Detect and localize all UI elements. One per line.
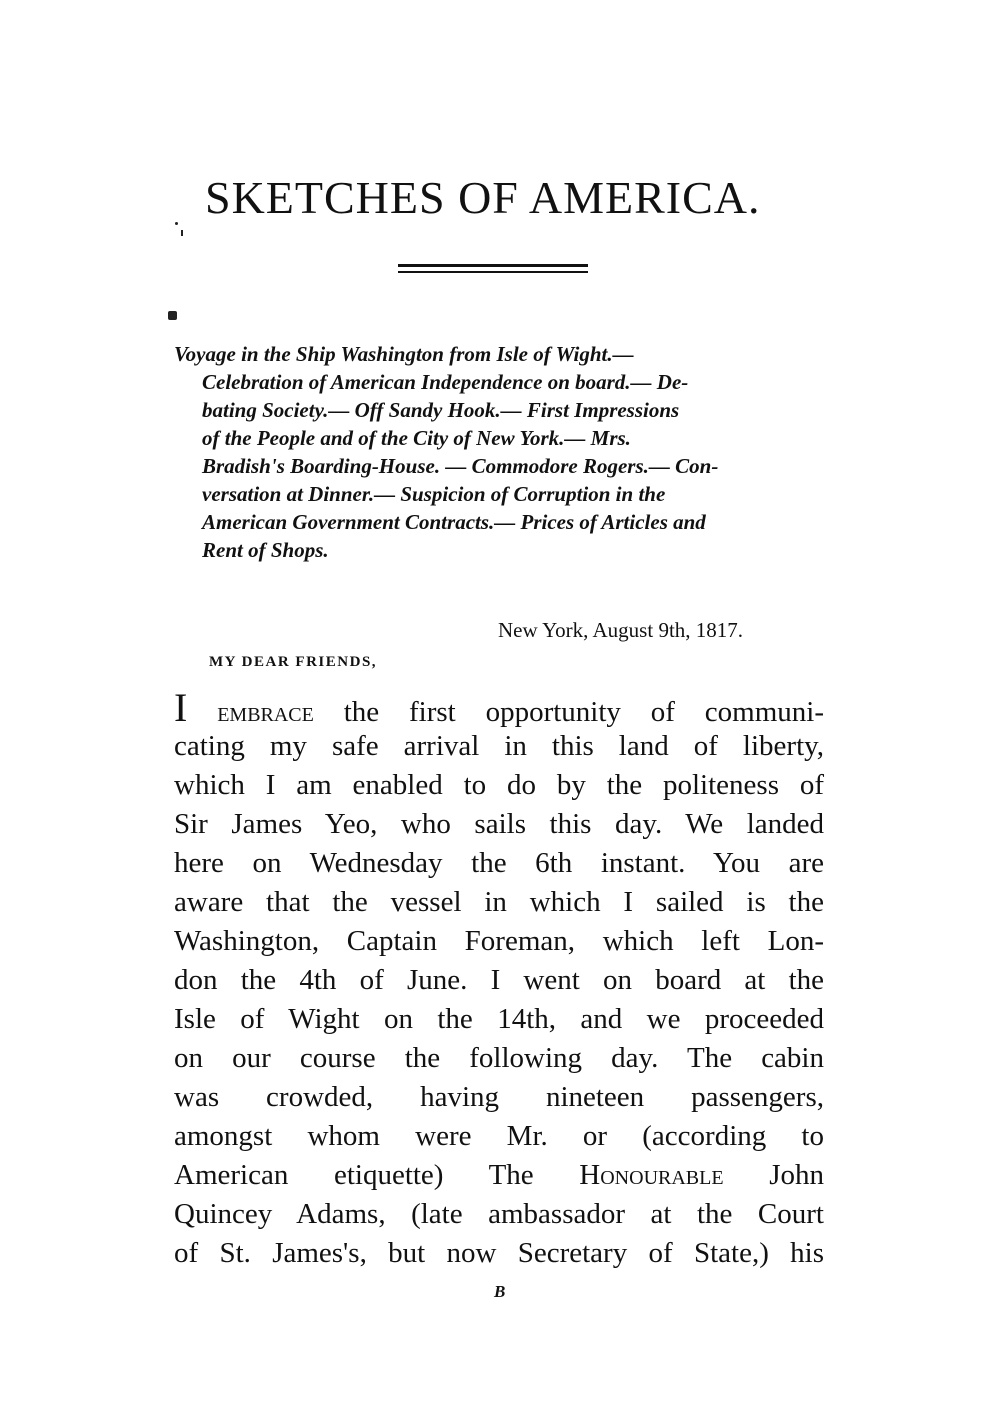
summary-line: Voyage in the Ship Washington from Isle of Wight.— (174, 342, 634, 366)
body-line: Sir James Yeo, who sails this day. We landed (174, 808, 824, 840)
body-line: amongst whom were Mr. or (according to (174, 1120, 824, 1152)
title-rule-thin (398, 271, 588, 273)
chapter-summary (174, 340, 814, 564)
summary-line: bating Society.— Off Sandy Hook.— First Impressions (202, 398, 680, 422)
summary-line: Bradish's Boarding-House. — Commodore Rogers.— Con- (202, 454, 719, 478)
body-line: cating my safe arrival in this land of liberty, (174, 730, 824, 762)
summary-line: Rent of Shops. (202, 538, 329, 562)
summary-line: versation at Dinner.— Suspicion of Corruption in the (202, 482, 666, 506)
body-line: don the 4th of June. I went on board at the (174, 964, 824, 996)
body-line: on our course the following day. The cabin (174, 1042, 824, 1074)
ink-speck (181, 230, 183, 236)
body-line (174, 685, 824, 730)
summary-line: of the People and of the City of New York.— Mrs. (202, 426, 631, 450)
letter-body (174, 685, 825, 1273)
summary-line: Celebration of American Independence on board.— De- (202, 370, 689, 394)
body-text-fragment: John (769, 1159, 825, 1191)
body-line: here on Wednesday the 6th instant. You are (174, 847, 824, 879)
page-title: SKETCHES OF AMERICA. (205, 172, 761, 223)
letter-salutation: MY DEAR FRIENDS, (209, 654, 378, 670)
signature-mark: B (494, 1282, 506, 1301)
ink-speck (168, 311, 177, 320)
body-text-fragment: American etiquette) The (174, 1159, 534, 1191)
body-line: which I am enabled to do by the politeness of (174, 769, 824, 801)
body-line: was crowded, having nineteen passengers, (174, 1081, 824, 1113)
body-text-fragment: the first opportunity of communi- (343, 696, 824, 728)
letter-dateline: New York, August 9th, 1817. (498, 618, 744, 642)
drop-capital: I (174, 685, 188, 730)
ink-speck (175, 222, 178, 225)
smallcaps-word: embrace (217, 696, 314, 728)
summary-line: American Government Contracts.— Prices of Articles and (202, 510, 706, 534)
body-line: Washington, Captain Foreman, which left Lon- (174, 925, 824, 957)
title-rule-thick (398, 264, 588, 267)
body-line: aware that the vessel in which I sailed is the (174, 886, 824, 918)
body-line: Isle of Wight on the 14th, and we proceeded (174, 1003, 824, 1035)
body-line (174, 1156, 824, 1195)
smallcaps-word: Honourable (579, 1159, 724, 1191)
body-line: of St. James's, but now Secretary of State,) his (174, 1237, 824, 1269)
body-line: Quincey Adams, (late ambassador at the Court (174, 1198, 824, 1230)
